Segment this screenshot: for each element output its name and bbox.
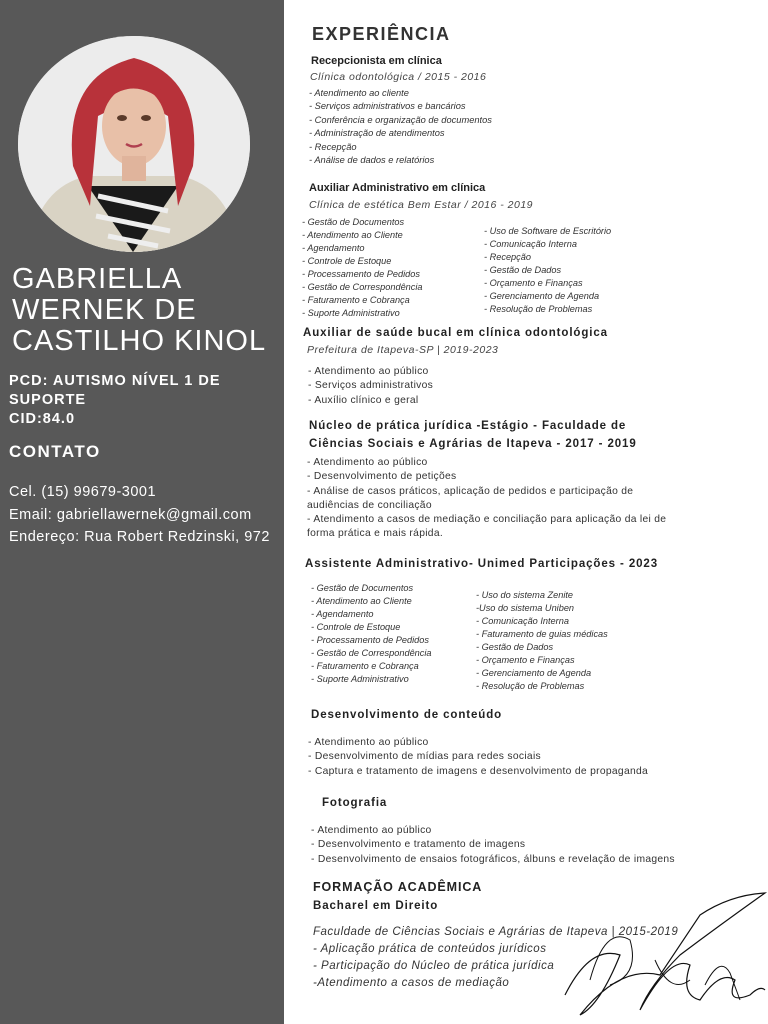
contact-address: Endereço: Rua Robert Redzinski, 972 <box>9 529 270 545</box>
list-item: -Atendimento a casos de mediação <box>313 977 510 989</box>
name-line: WERNEK DE <box>12 294 197 326</box>
list-item: - Orçamento e Finanças <box>484 278 583 288</box>
list-item: - Captura e tratamento de imagens e desenvolvimento de propaganda <box>308 765 649 777</box>
job-subtitle: Clínica de estética Bem Estar / 2016 - 2019 <box>309 199 534 211</box>
job-duties-left <box>302 216 423 320</box>
list-item: - Atendimento a casos de mediação e conciliação para aplicação da lei de <box>307 514 667 526</box>
list-item: - Uso de Software de Escritório <box>484 226 612 236</box>
list-item: Faculdade de Ciências Sociais e Agrárias de Itapeva | 2015-2019 <box>313 926 679 938</box>
candidate-name <box>12 264 280 357</box>
list-item: - Atendimento ao Cliente <box>311 596 412 606</box>
list-item: - Administração de atendimentos <box>309 128 445 139</box>
pcd-line: CID:84.0 <box>9 411 76 427</box>
list-item: - Controle de Estoque <box>311 622 401 632</box>
list-item: - Recepção <box>309 141 357 152</box>
list-item: - Desenvolvimento e tratamento de imagens <box>311 839 526 851</box>
job-title-line: Núcleo de prática jurídica -Estágio - Faculdade de <box>309 420 627 432</box>
list-item: - Faturamento de guias médicas <box>476 629 608 639</box>
list-item: - Desenvolvimento de petições <box>307 471 457 483</box>
list-item: - Aplicação prática de conteúdos jurídicos <box>313 943 547 955</box>
list-item: - Suporte Administrativo <box>311 674 409 684</box>
degree-title: Bacharel em Direito <box>313 900 439 912</box>
experience-heading: EXPERIÊNCIA <box>312 24 451 44</box>
list-item: - Gerenciamento de Agenda <box>484 291 600 301</box>
job-subtitle: Prefeitura de Itapeva-SP | 2019-2023 <box>307 344 499 356</box>
list-item: - Resolução de Problemas <box>484 304 593 314</box>
list-item: - Faturamento e Cobrança <box>302 295 410 305</box>
list-item: - Análise de dados e relatórios <box>309 155 435 166</box>
contact-email[interactable]: Email: gabriellawernek@gmail.com <box>9 507 252 523</box>
list-item: audiências de conciliação <box>307 499 432 511</box>
pcd-line: SUPORTE <box>9 392 87 408</box>
list-item: - Faturamento e Cobrança <box>311 661 419 671</box>
list-item: - Processamento de Pedidos <box>302 269 420 279</box>
list-item: - Comunicação Interna <box>484 239 577 249</box>
list-item: - Atendimento ao público <box>308 737 429 748</box>
list-item: - Processamento de Pedidos <box>311 635 429 645</box>
sidebar <box>0 0 284 1024</box>
list-item: - Atendimento ao cliente <box>309 88 409 98</box>
list-item: - Controle de Estoque <box>302 256 392 266</box>
job-title: Recepcionista em clínica <box>311 55 442 67</box>
list-item: - Gerenciamento de Agenda <box>476 668 592 678</box>
list-item: - Agendamento <box>302 243 365 253</box>
list-item: - Desenvolvimento de mídias para redes sociais <box>308 751 541 763</box>
list-item: - Gestão de Dados <box>484 265 562 275</box>
list-item: - Gestão de Dados <box>476 642 554 652</box>
job-duties <box>308 365 433 408</box>
list-item: - Atendimento ao Cliente <box>302 230 403 240</box>
list-item: - Comunicação Interna <box>476 616 569 626</box>
education-heading: FORMAÇÃO ACADÊMICA <box>313 880 483 894</box>
list-item: - Análise de casos práticos, aplicação de pedidos e participação de <box>307 485 634 497</box>
job-title <box>309 417 637 453</box>
pcd-info <box>9 372 279 429</box>
profile-photo <box>18 36 250 252</box>
job-title: Auxiliar Administrativo em clínica <box>309 182 486 194</box>
job-title: Assistente Administrativo- Unimed Participações - 2023 <box>305 558 659 570</box>
job-duties-left <box>311 582 432 686</box>
signature <box>560 885 768 1020</box>
pcd-line: PCD: AUTISMO NÍVEL 1 DE <box>9 373 221 389</box>
name-line: GABRIELLA <box>12 263 183 295</box>
job-title: Desenvolvimento de conteúdo <box>311 709 503 721</box>
list-item: - Suporte Administrativo <box>302 308 400 318</box>
list-item: - Resolução de Problemas <box>476 681 585 691</box>
contact-phone[interactable]: Cel. (15) 99679-3001 <box>9 484 157 500</box>
list-item: - Gestão de Documentos <box>311 583 414 593</box>
list-item: - Conferência e organização de documentos <box>309 114 492 125</box>
list-item: - Serviços administrativos <box>308 380 434 392</box>
job-duties <box>311 824 675 867</box>
list-item: - Participação do Núcleo de prática jurídica <box>313 960 555 972</box>
list-item: - Gestão de Correspondência <box>302 282 423 292</box>
list-item: - Serviços administrativos e bancários <box>309 101 466 112</box>
job-title: Auxiliar de saúde bucal em clínica odontológica <box>303 327 608 339</box>
job-duties <box>309 87 492 167</box>
list-item: - Gestão de Correspondência <box>311 648 432 658</box>
job-duties <box>308 736 648 779</box>
list-item: - Gestão de Documentos <box>302 217 405 227</box>
name-line: CASTILHO KINOL <box>12 325 267 357</box>
list-item: - Desenvolvimento de ensaios fotográficos, álbuns e revelação de imagens <box>311 853 675 865</box>
list-item: - Orçamento e Finanças <box>476 655 575 665</box>
job-duties-right <box>484 225 611 316</box>
list-item: - Atendimento ao público <box>307 457 428 468</box>
contact-heading: CONTATO <box>9 442 101 461</box>
job-title-line: Ciências Sociais e Agrárias de Itapeva - 2017 - 2019 <box>309 438 637 450</box>
list-item: - Atendimento ao público <box>308 366 429 377</box>
list-item: - Atendimento ao público <box>311 825 432 836</box>
list-item: -Uso do sistema Uniben <box>476 603 575 613</box>
job-duties <box>307 456 666 542</box>
list-item: - Agendamento <box>311 609 374 619</box>
job-subtitle: Clínica odontológica / 2015 - 2016 <box>310 71 487 83</box>
job-title: Fotografia <box>322 797 388 809</box>
list-item: forma prática e mais rápida. <box>307 528 444 540</box>
list-item: - Auxílio clínico e geral <box>308 394 419 406</box>
list-item: - Uso do sistema Zenite <box>476 590 574 600</box>
job-duties-right <box>476 589 608 693</box>
list-item: - Recepção <box>484 252 531 262</box>
